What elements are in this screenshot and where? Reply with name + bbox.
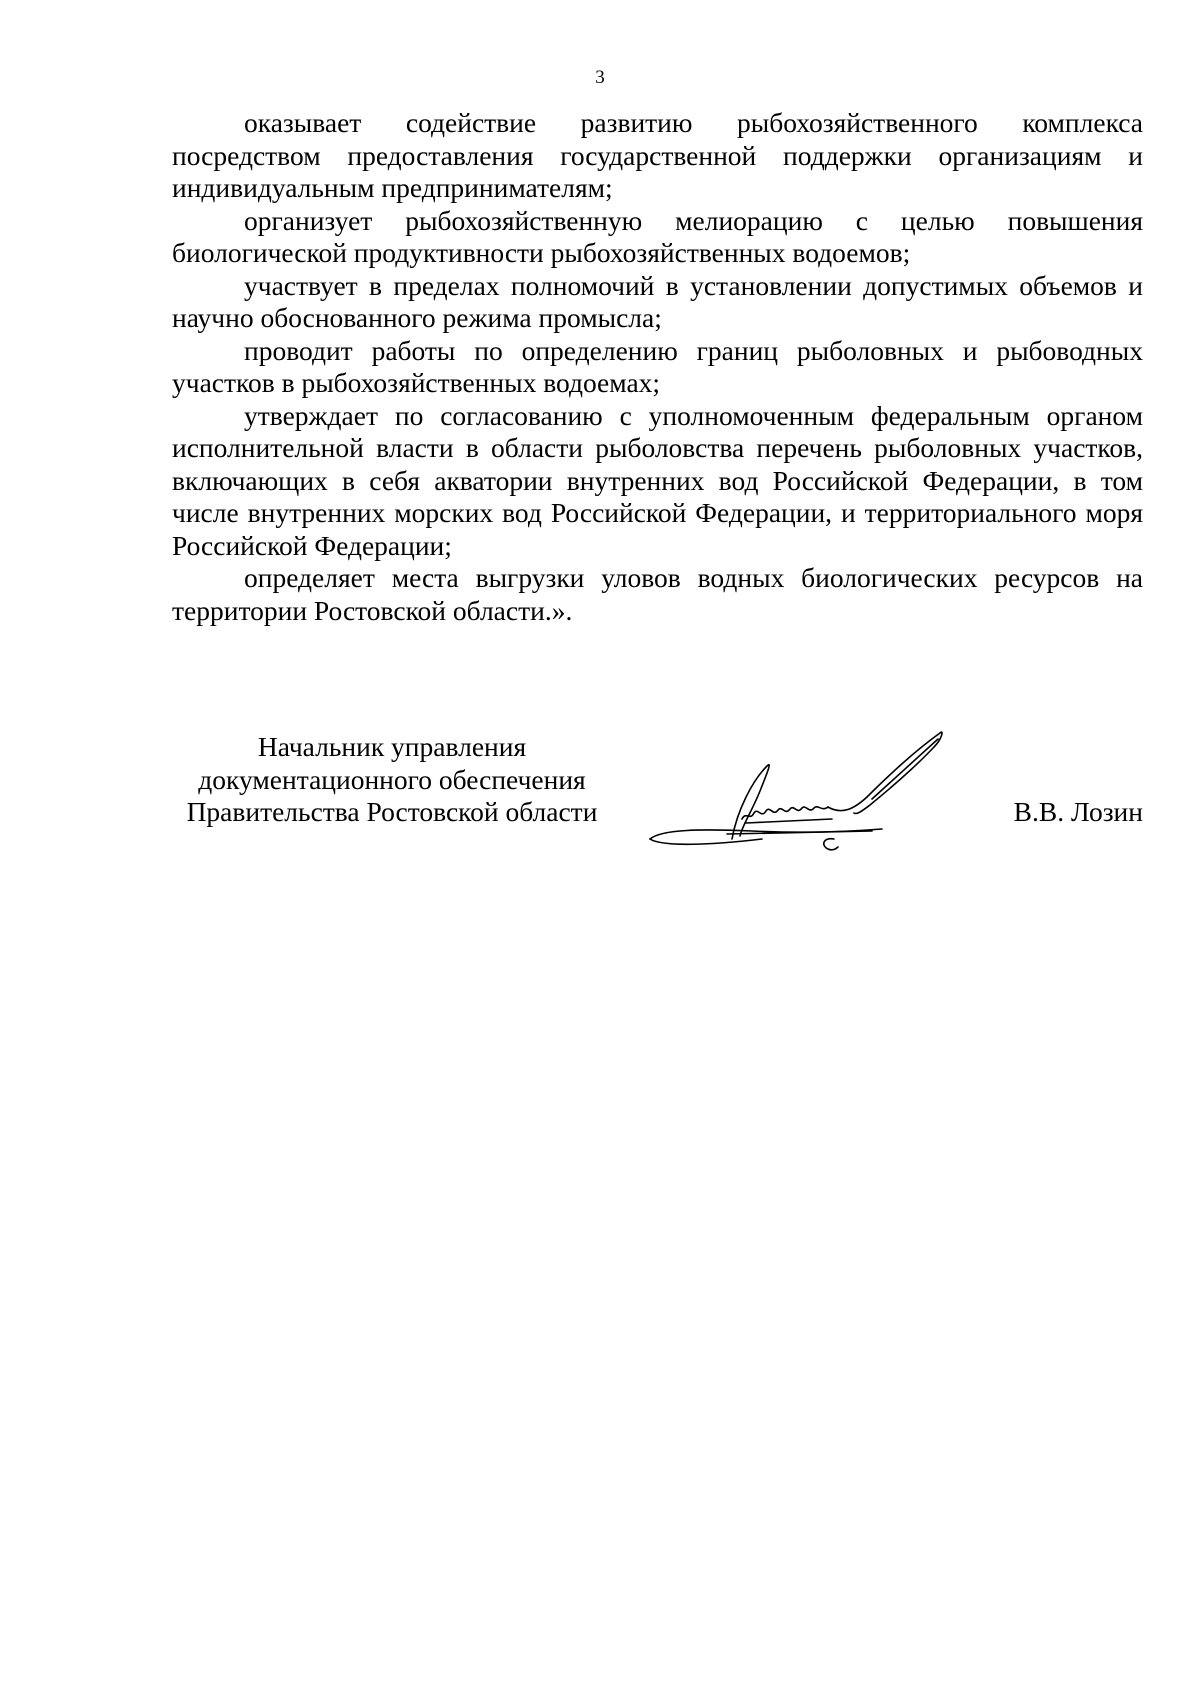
- paragraph: оказывает содействие развитию рыбохозяйственного комплекса посредством предоставления государственной поддержки организациям и индивидуальным предпринимателям;: [172, 107, 1143, 203]
- signer-position-line: Начальник управления: [257, 731, 527, 762]
- signer-position-line: документационного обеспечения: [198, 763, 586, 795]
- document-body: [172, 107, 1143, 627]
- signature-block: [172, 731, 1143, 891]
- paragraph: участвует в пределах полномочий в установлении допустимых объемов и научно обоснованного режима промысла;: [172, 269, 1143, 333]
- handwritten-signature: [642, 711, 982, 871]
- signer-position-line: Правительства Ростовской области: [186, 796, 598, 827]
- paragraph: определяет места выгрузки уловов водных биологических ресурсов на территории Ростовской области.».: [172, 562, 1143, 626]
- paragraph: проводит работы по определению границ рыболовных и рыбоводных участков в рыбохозяйственных водоемах;: [172, 334, 1143, 398]
- paragraph: утверждает по согласованию с уполномоченным федеральным органом исполнительной власти в области рыболовства перечень рыболовных участков, включающих в себя акватории внутренних вод Российской Федерации, в том числе внутренних морских вод Российской Федерации, и территориального моря Российской Федерации;: [172, 399, 1143, 561]
- paragraph: организует рыбохозяйственную мелиорацию с целью повышения биологической продуктивности рыбохозяйственных водоемов;: [172, 204, 1143, 268]
- signer-name: В.В. Лозин: [1013, 796, 1143, 827]
- signer-position: [172, 731, 612, 829]
- page-number: 3: [595, 67, 605, 88]
